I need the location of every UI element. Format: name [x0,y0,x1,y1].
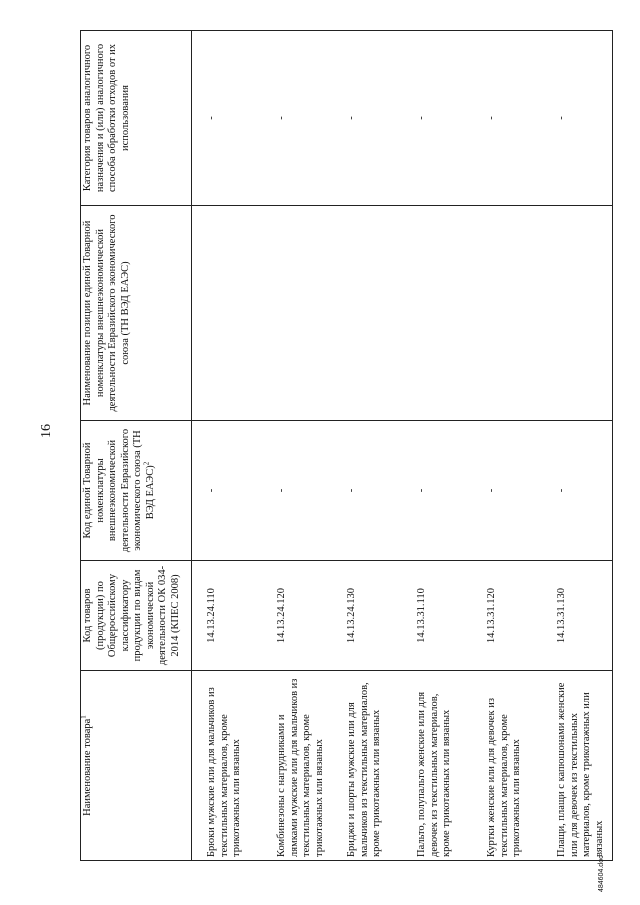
category-cell: - [192,31,263,206]
okpd-code-cell: 14.13.24.130 [332,561,402,671]
okpd-code-cell: 14.13.24.120 [262,561,332,671]
tnved-name-cell [192,206,263,421]
category-cell: - [542,31,613,206]
tnved-code-cell: - [402,421,472,561]
product-name-cell: Комбинезоны с нагрудниками и лямками мужские или для мальчиков из текстильных материалов, кроме трикотажных или вязаных [262,671,332,861]
category-cell: - [402,31,472,206]
document-file-id: 484604.doc [598,855,605,892]
tnved-code-cell: - [472,421,542,561]
goods-table [80,30,613,861]
table-row [402,31,472,861]
header-okpd-code: Код товаров (продукции) по Общероссийскому классификатору продукции по видам экономической деятельности ОК 034-2014 (КПЕС 2008) [81,561,192,671]
category-cell: - [472,31,542,206]
tnved-name-cell [472,206,542,421]
okpd-code-cell: 14.13.31.110 [402,561,472,671]
tnved-name-cell [332,206,402,421]
table-body [192,31,613,861]
product-name-cell: Брюки мужские или для мальчиков из текстильных материалов, кроме трикотажных или вязаных [192,671,263,861]
okpd-code-cell: 14.13.24.110 [192,561,263,671]
table-row [332,31,402,861]
category-cell: - [332,31,402,206]
product-name-cell: Пальто, полупальто женские или для девочек из текстильных материалов, кроме трикотажных или вязаных [402,671,472,861]
tnved-name-cell [262,206,332,421]
product-name-cell: Бриджи и шорты мужские или для мальчиков из текстильных материалов, кроме трикотажных или вязаных [332,671,402,861]
table-row [192,31,263,861]
product-name-cell: Куртки женские или для девочек из текстильных материалов, кроме трикотажных или вязаных [472,671,542,861]
tnved-code-cell: - [332,421,402,561]
product-name-cell: Плащи, плащи с капюшонами женские или для девочек из текстильных материалов, кроме трикотажных или вязаных [542,671,613,861]
header-product-name: Наименование товара$^1$ [81,671,192,861]
category-cell: - [262,31,332,206]
tnved-code-cell: - [192,421,263,561]
header-category: Категория товаров аналогичного назначения и (или) аналогичного способа обработки отходов от их использования [81,31,192,206]
tnved-name-cell [542,206,613,421]
goods-table-container [79,31,605,861]
page-number: 16 [39,424,54,438]
tnved-name-cell [402,206,472,421]
table-header [81,31,192,861]
table-row [472,31,542,861]
table-row [542,31,613,861]
table-row [262,31,332,861]
header-tnved-name: Наименование позиции единой Товарной номенклатуры внешнеэкономической деятельности Евразийского экономического союза (ТН ВЭД ЕАЭС) [81,206,192,421]
okpd-code-cell: 14.13.31.130 [542,561,613,671]
tnved-code-cell: - [542,421,613,561]
header-tnved-code: Код единой Товарной номенклатуры внешнеэкономической деятельности Евразийского экономического союза (ТН ВЭД ЕАЭС)$^2$ [81,421,192,561]
tnved-code-cell: - [262,421,332,561]
okpd-code-cell: 14.13.31.120 [472,561,542,671]
